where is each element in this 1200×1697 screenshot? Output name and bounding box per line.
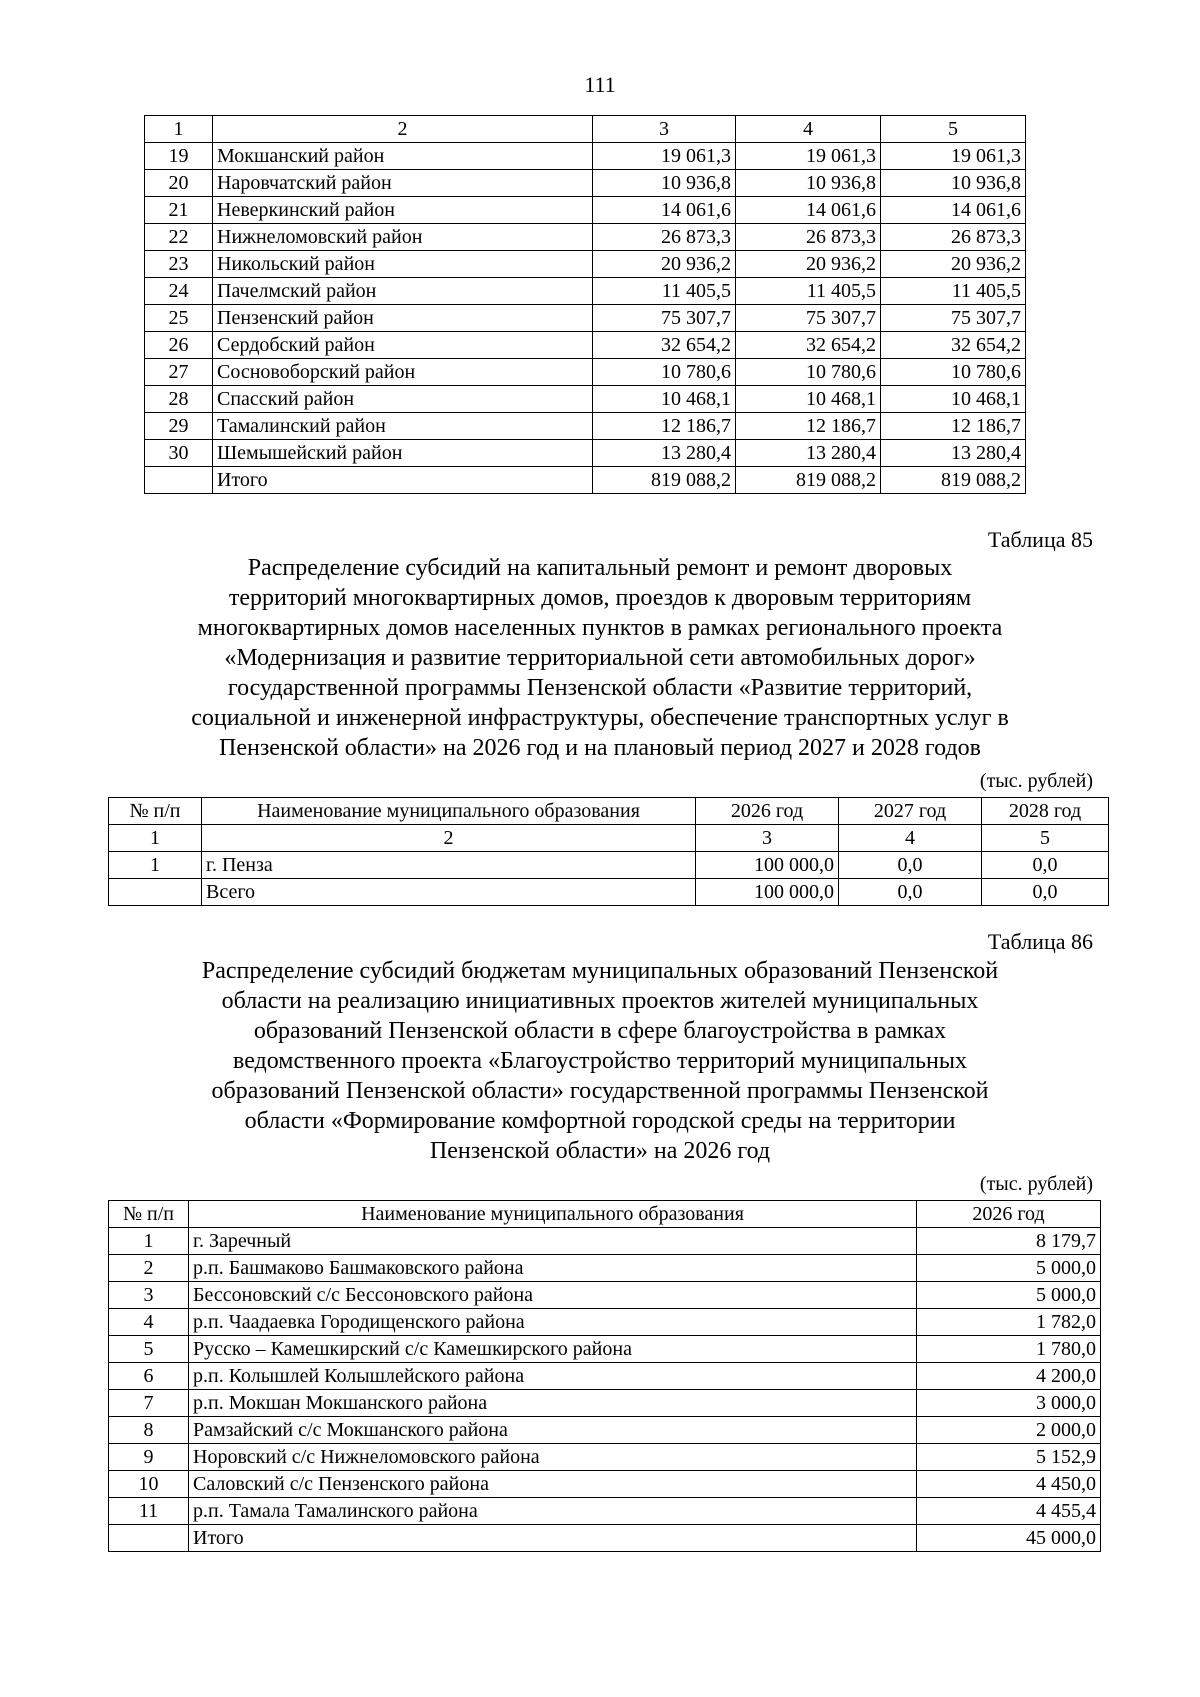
table-cell: р.п. Чаадаевка Городищенского района [189,1309,917,1336]
table-cell: 5 000,0 [917,1282,1101,1309]
title-line: территорий многоквартирных домов, проездов к дворовым территориям [228,585,972,611]
table-row [145,305,1026,332]
table-85-unit: (тыс. рублей) [979,770,1093,792]
table-cell: 75 307,7 [881,305,1026,332]
table-row [145,224,1026,251]
header-cell: 2027 год [839,798,982,825]
total-cell [109,1525,189,1552]
header-cell: 2028 год [982,798,1109,825]
table-cell: р.п. Мокшан Мокшанского района [189,1390,917,1417]
table-cell: 28 [145,386,213,413]
table-cell: 26 873,3 [593,224,736,251]
table-cell: 20 936,2 [593,251,736,278]
table-cell: Шемышейский район [213,440,593,467]
table-row [145,143,1026,170]
table-row [109,1255,1101,1282]
table-cell: 10 936,8 [593,170,736,197]
table-cell: 24 [145,278,213,305]
total-row [145,467,1026,494]
table-cell: 10 780,6 [736,359,881,386]
total-cell: Итого [189,1525,917,1552]
table-cell: 6 [109,1363,189,1390]
table-cell: р.п. Тамала Тамалинского района [189,1498,917,1525]
table-cell: р.п. Башмаково Башмаковского района [189,1255,917,1282]
table-cell: 3 [109,1282,189,1309]
table-cell: 10 936,8 [736,170,881,197]
header-cell: № п/п [109,798,202,825]
table-cell: Спасский район [213,386,593,413]
table-86-label: Таблица 86 [987,929,1093,954]
table-row [109,1498,1101,1525]
numbering-cell: 2 [202,825,696,852]
table-cell: 8 [109,1417,189,1444]
title-line: области «Формирование комфортной городской среды на территории [244,1108,956,1134]
table-row [109,1390,1101,1417]
table-cell: 12 186,7 [881,413,1026,440]
table-cell: Сосновоборский район [213,359,593,386]
table-cell: 100 000,0 [696,852,839,879]
title-line: ведомственного проекта «Благоустройство территорий муниципальных [233,1048,967,1074]
table-cell: 19 [145,143,213,170]
table-cell: Всего [202,879,696,906]
table-cell: 21 [145,197,213,224]
table-cell: 11 [109,1498,189,1525]
table-cell: 4 [109,1309,189,1336]
table-cell: 12 186,7 [736,413,881,440]
table-cell: 26 873,3 [881,224,1026,251]
table-row [109,1471,1101,1498]
title-line: «Модернизация и развитие территориальной сети автомобильных дорог» [224,645,976,671]
table-row [145,386,1026,413]
table-cell: 75 307,7 [736,305,881,332]
table-cell: 12 186,7 [593,413,736,440]
table-cell: 19 061,3 [593,143,736,170]
title-line: многоквартирных домов населенных пунктов в рамках регионального проекта [197,615,1003,641]
title-line: образований Пензенской области в сфере благоустройства в рамках [253,1018,947,1044]
table-cell: 20 [145,170,213,197]
table-cell: 10 468,1 [881,386,1026,413]
table-cell: 26 [145,332,213,359]
table-cell: 19 061,3 [736,143,881,170]
table-row [145,251,1026,278]
table-row [145,278,1026,305]
page-number: 111 [584,72,616,97]
table-cell: 1 780,0 [917,1336,1101,1363]
continuation-table [144,115,1026,494]
table-cell: г. Пенза [202,852,696,879]
table-cell: Мокшанский район [213,143,593,170]
table-cell: 5 [109,1336,189,1363]
table-cell: 1 [109,1228,189,1255]
table-cell: 14 061,6 [881,197,1026,224]
table-cell: Нижнеломовский район [213,224,593,251]
table-cell: 32 654,2 [881,332,1026,359]
table-cell: 0,0 [839,879,982,906]
title-line: Пензенской области» на 2026 год и на плановый период 2027 и 2028 годов [219,735,981,761]
table-cell: 13 280,4 [736,440,881,467]
title-line: социальной и инженерной инфраструктуры, обеспечение транспортных услуг в [191,705,1009,731]
table-cell: 1 [109,852,202,879]
table-cell: 10 468,1 [593,386,736,413]
table-cell: Тамалинский район [213,413,593,440]
table-cell: 1 782,0 [917,1309,1101,1336]
header-cell: № п/п [109,1201,189,1228]
table-cell: 10 [109,1471,189,1498]
title-line: образований Пензенской области» государственной программы Пензенской [211,1078,989,1104]
table-cell: Бессоновский с/с Бессоновского района [189,1282,917,1309]
table-row [109,1228,1101,1255]
table-cell: 4 455,4 [917,1498,1101,1525]
table-row [109,1363,1101,1390]
table-cell: Неверкинский район [213,197,593,224]
table-cell: 11 405,5 [881,278,1026,305]
header-cell: 3 [593,116,736,143]
table-cell: 22 [145,224,213,251]
numbering-cell: 3 [696,825,839,852]
numbering-cell: 1 [109,825,202,852]
table-cell: Наровчатский район [213,170,593,197]
table-cell: 8 179,7 [917,1228,1101,1255]
header-cell: Наименование муниципального образования [189,1201,917,1228]
table-cell: 10 936,8 [881,170,1026,197]
table-cell: 7 [109,1390,189,1417]
table-header-row [109,798,1109,825]
table-cell: 32 654,2 [593,332,736,359]
table-cell: 23 [145,251,213,278]
total-cell: 819 088,2 [736,467,881,494]
table-cell: Русско – Камешкирский с/с Камешкирского района [189,1336,917,1363]
title-line: Распределение субсидий бюджетам муниципальных образований Пензенской [201,958,999,984]
header-cell: 1 [145,116,213,143]
table-row [145,197,1026,224]
total-cell: 819 088,2 [881,467,1026,494]
total-cell [145,467,213,494]
table-cell: 100 000,0 [696,879,839,906]
table-cell: 26 873,3 [736,224,881,251]
table-row [109,879,1109,906]
table-cell: 13 280,4 [881,440,1026,467]
header-cell: 2026 год [917,1201,1101,1228]
table-cell: 20 936,2 [736,251,881,278]
table-cell [109,879,202,906]
table-row [109,852,1109,879]
title-line: Пензенской области» на 2026 год [429,1138,771,1164]
header-cell: 4 [736,116,881,143]
table-cell: 20 936,2 [881,251,1026,278]
table-86 [108,1200,1101,1552]
table-cell: 4 450,0 [917,1471,1101,1498]
table-86-title [100,956,1100,1166]
header-cell: 2026 год [696,798,839,825]
table-cell: 4 200,0 [917,1363,1101,1390]
table-cell: 32 654,2 [736,332,881,359]
table-row [145,170,1026,197]
table-cell: 13 280,4 [593,440,736,467]
header-cell: Наименование муниципального образования [202,798,696,825]
table-cell: 2 [109,1255,189,1282]
table-cell: 3 000,0 [917,1390,1101,1417]
title-line: государственной программы Пензенской области «Развитие территорий, [227,675,973,701]
table-cell: 0,0 [982,852,1109,879]
table-cell: Рамзайский с/с Мокшанского района [189,1417,917,1444]
table-row [109,1282,1101,1309]
table-row [109,1417,1101,1444]
table-cell: Норовский с/с Нижнеломовского района [189,1444,917,1471]
table-cell: 27 [145,359,213,386]
table-header-row [145,116,1026,143]
numbering-cell: 5 [982,825,1109,852]
table-cell: 0,0 [839,852,982,879]
table-cell: 75 307,7 [593,305,736,332]
table-cell: 14 061,6 [736,197,881,224]
table-85-title [100,553,1100,763]
table-cell: 0,0 [982,879,1109,906]
table-header-row [109,1201,1101,1228]
total-cell: 45 000,0 [917,1525,1101,1552]
table-cell: р.п. Колышлей Колышлейского района [189,1363,917,1390]
table-cell: 10 780,6 [881,359,1026,386]
table-row [145,413,1026,440]
table-cell: 10 468,1 [736,386,881,413]
table-cell: Пензенский район [213,305,593,332]
table-cell: 5 152,9 [917,1444,1101,1471]
table-cell: 10 780,6 [593,359,736,386]
table-cell: 19 061,3 [881,143,1026,170]
table-row [109,1444,1101,1471]
table-cell: 25 [145,305,213,332]
table-cell: 5 000,0 [917,1255,1101,1282]
title-line: области на реализацию инициативных проектов жителей муниципальных [221,988,979,1014]
table-cell: 11 405,5 [593,278,736,305]
table-cell: 11 405,5 [736,278,881,305]
table-row [109,1336,1101,1363]
table-row [109,1309,1101,1336]
total-cell: 819 088,2 [593,467,736,494]
table-85-label: Таблица 85 [987,527,1093,552]
table-row [145,440,1026,467]
table-cell: Сердобский район [213,332,593,359]
numbering-cell: 4 [839,825,982,852]
numbering-row [109,825,1109,852]
title-line: Распределение субсидий на капитальный ремонт и ремонт дворовых [247,555,953,581]
total-cell: Итого [213,467,593,494]
table-85 [108,797,1109,906]
header-cell: 2 [213,116,593,143]
table-cell: 14 061,6 [593,197,736,224]
table-86-unit: (тыс. рублей) [979,1173,1093,1195]
table-cell: 29 [145,413,213,440]
table-cell: 30 [145,440,213,467]
table-cell: г. Заречный [189,1228,917,1255]
table-cell: Саловский с/с Пензенского района [189,1471,917,1498]
table-row [145,332,1026,359]
total-row [109,1525,1101,1552]
header-cell: 5 [881,116,1026,143]
table-cell: 9 [109,1444,189,1471]
table-cell: 2 000,0 [917,1417,1101,1444]
table-cell: Пачелмский район [213,278,593,305]
table-row [145,359,1026,386]
table-cell: Никольский район [213,251,593,278]
